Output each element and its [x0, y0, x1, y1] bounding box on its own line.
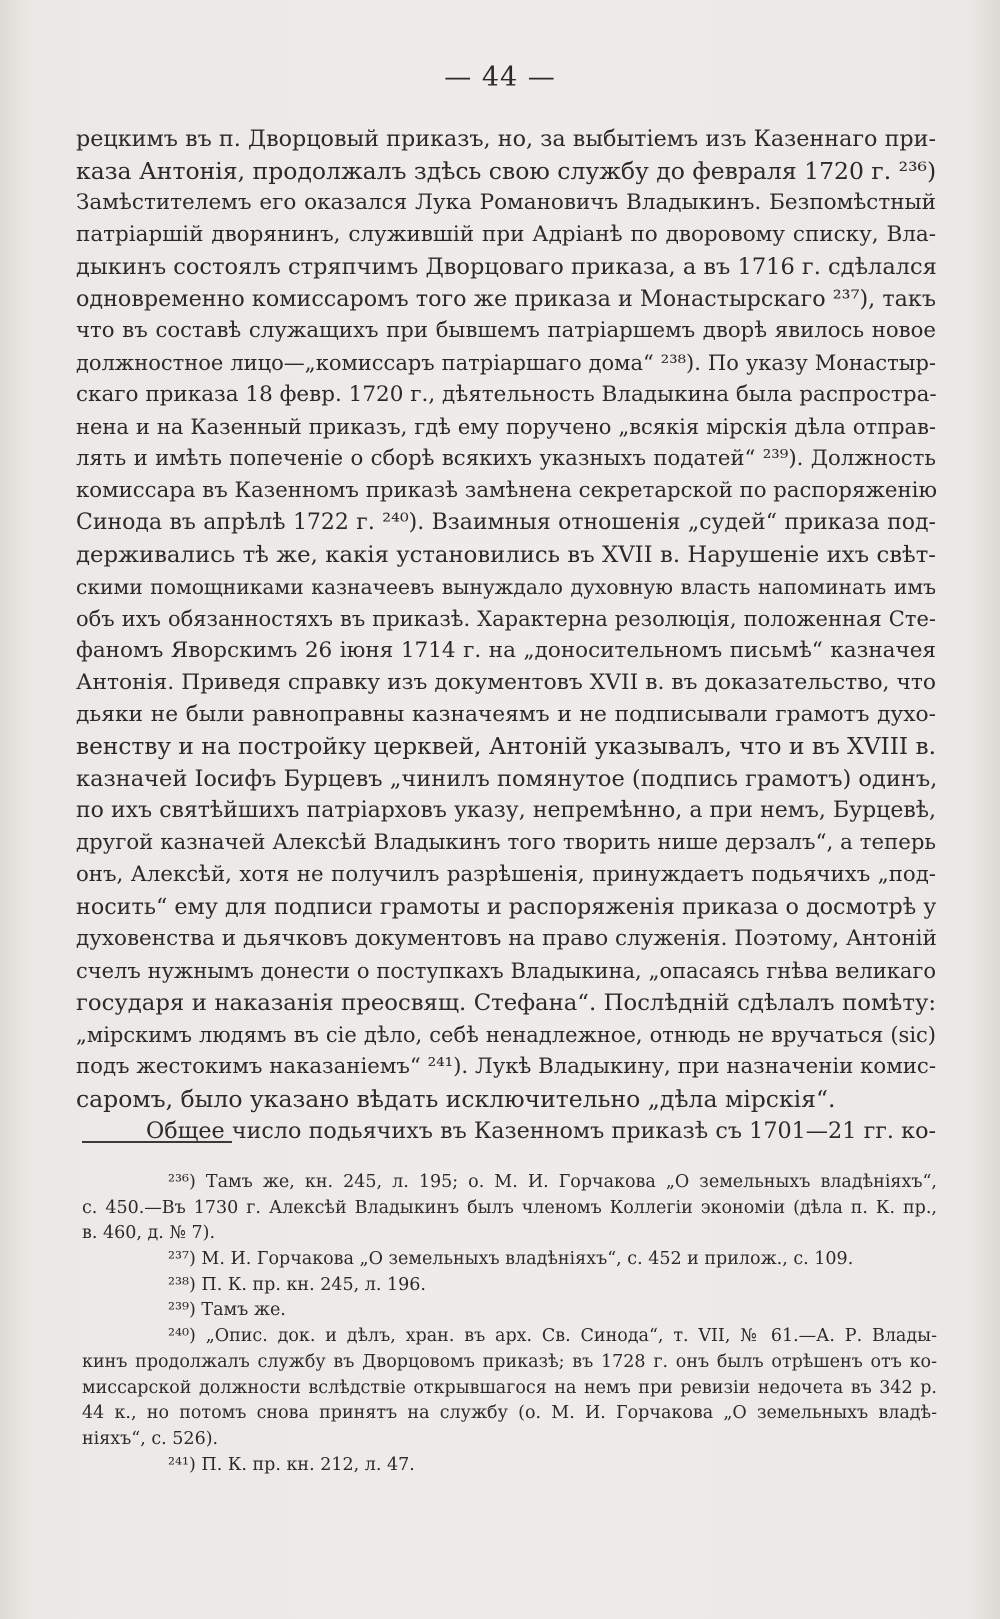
text-line: скими помощниками казначеевъ вынуждало духовную власть напоминать имъ [76, 575, 936, 599]
text-line: казначей Іосифъ Бурцевъ „чинилъ помянутое (подпись грамотъ) одинъ, [76, 766, 938, 792]
footnote-line: миссарской должности вслѣдствіе открывшагося на немъ при ревизіи недочета въ 342 р. [82, 1377, 937, 1398]
footnote-line: ²³⁸) П. К. пр. кн. 245, л. 196. [168, 1274, 426, 1295]
text-line: духовенства и дьячковъ документовъ на право служенія. Поэтому, Антоній [76, 926, 937, 951]
text-line: держивались тѣ же, какія установились въ XVII в. Нарушеніе ихъ свѣт- [76, 542, 936, 568]
text-line: что въ составѣ служащихъ при бывшемъ патріаршемъ дворѣ явилось новое [76, 318, 936, 343]
footnote-line: ²³⁶) Тамъ же, кн. 245, л. 195; о. М. И. Горчакова „О земельныхъ владѣніяхъ“, [168, 1172, 937, 1192]
text-line: дыкинъ состоялъ стряпчимъ Дворцоваго приказа, а въ 1716 г. сдѣлался [76, 254, 937, 280]
footnote-line: с. 450.—Въ 1730 г. Алексѣй Владыкинъ былъ членомъ Коллегіи экономіи (дѣла п. К. пр., [82, 1197, 937, 1218]
text-line: объ ихъ обязанностяхъ въ приказѣ. Характерна резолюція, положенная Сте- [76, 607, 936, 631]
text-line: носить“ ему для подписи грамоты и распоряженія приказа о досмотрѣ у [76, 894, 937, 920]
text-line: Синода въ апрѣлѣ 1722 г. ²⁴⁰). Взаимныя отношенія „судей“ приказа под- [76, 510, 936, 535]
text-line: должностное лицо—„комиссаръ патріаршаго дома“ ²³⁸). По указу Монастыр- [76, 351, 936, 375]
footnote-line: 44 к., но потомъ снова принятъ на службу (о. М. И. Горчакова „О земельныхъ владѣ- [82, 1403, 937, 1424]
text-line: другой казначей Алексѣй Владыкинъ того творить нише дерзалъ“, а теперь [76, 830, 936, 855]
text-line: по ихъ святѣйшихъ патріарховъ указу, непремѣнно, а при немъ, Бурцевѣ, [76, 798, 936, 823]
footnote-line: ²⁴¹) П. К. пр. кн. 212, л. 47. [168, 1454, 415, 1475]
text-line: Замѣстителемъ его оказался Лука Романовичъ Владыкинъ. Безпомѣстный [76, 190, 936, 215]
text-line: лять и имѣть попеченіе о сборѣ всякихъ указныхъ податей“ ²³⁹). Должность [76, 446, 936, 471]
footnote-line: кинъ продолжалъ службу въ Дворцовомъ приказѣ; въ 1728 г. онъ былъ отрѣшенъ отъ ко- [82, 1351, 937, 1372]
footnote-line: в. 460, д. № 7). [82, 1223, 216, 1244]
page-number: — 44 — [444, 62, 556, 93]
text-line: скаго приказа 18 февр. 1720 г., дѣятельность Владыкина была распростра- [76, 382, 937, 407]
text-line: подъ жестокимъ наказаніемъ“ ²⁴¹). Лукѣ Владыкину, при назначеніи комис- [76, 1054, 936, 1079]
text-line: „мірскимъ людямъ въ сіе дѣло, себѣ ненадлежное, отнюдь не вручаться (sic) [76, 1023, 936, 1047]
text-line: государя и наказанія преосвящ. Стефана“. Послѣдній сдѣлалъ помѣту: [76, 990, 936, 1016]
footnote-line: ²³⁷) М. И. Горчакова „О земельныхъ владѣніяхъ“, с. 452 и прилож., с. 109. [168, 1249, 854, 1270]
main-text [76, 123, 936, 1147]
text-line: счелъ нужнымъ донести о поступкахъ Владыкина, „опасаясь гнѣва великаго [76, 959, 936, 983]
text-line: комиссара въ Казенномъ приказѣ замѣнена секретарской по распоряженію [76, 478, 937, 503]
text-line: нена и на Казенный приказъ, гдѣ ему поручено „всякія мірскія дѣла отправ- [76, 415, 936, 439]
footnote-line: ніяхъ“, с. 526). [82, 1428, 219, 1449]
footnote-line: ²³⁹) Тамъ же. [168, 1300, 286, 1321]
text-line: дьяки не были равноправны казначеямъ и не подписывали грамотъ духо- [76, 702, 936, 727]
text-line: одновременно комиссаромъ того же приказа и Монастырскаго ²³⁷), такъ [76, 286, 936, 312]
text-line: фаномъ Яворскимъ 26 іюня 1714 г. на „доносительномъ письмѣ“ казначея [76, 638, 936, 663]
text-line: рецкимъ въ п. Дворцовый приказъ, но, за выбытіемъ изъ Казеннаго при- [76, 126, 936, 152]
footnotes [82, 1170, 937, 1478]
text-line: венству и на постройку церквей, Антоній указывалъ, что и въ XVIII в. [76, 733, 936, 760]
footnote-divider [82, 1141, 232, 1143]
text-line: Общее число подьячихъ въ Казенномъ приказѣ съ 1701—21 гг. ко- [146, 1118, 936, 1144]
footnote-line: ²⁴⁰) „Опис. док. и дѣлъ, хран. въ арх. Св. Синода“, т. VII, № 61.—А. Р. Влады- [168, 1326, 937, 1347]
text-line: онъ, Алексѣй, хотя не получилъ разрѣшенія, принуждаетъ подьячихъ „под- [76, 862, 936, 887]
text-line: саромъ, было указано вѣдать исключительно „дѣла мірскія“. [76, 1085, 836, 1113]
text-line: патріаршій дворянинъ, служившій при Адріанѣ по дворовому списку, Вла- [76, 222, 936, 247]
text-line: каза Антонія, продолжалъ здѣсь свою службу до февраля 1720 г. ²³⁶) [76, 157, 937, 185]
text-line: Антонія. Приведя справку изъ документовъ XVII в. въ доказательство, что [76, 670, 936, 695]
